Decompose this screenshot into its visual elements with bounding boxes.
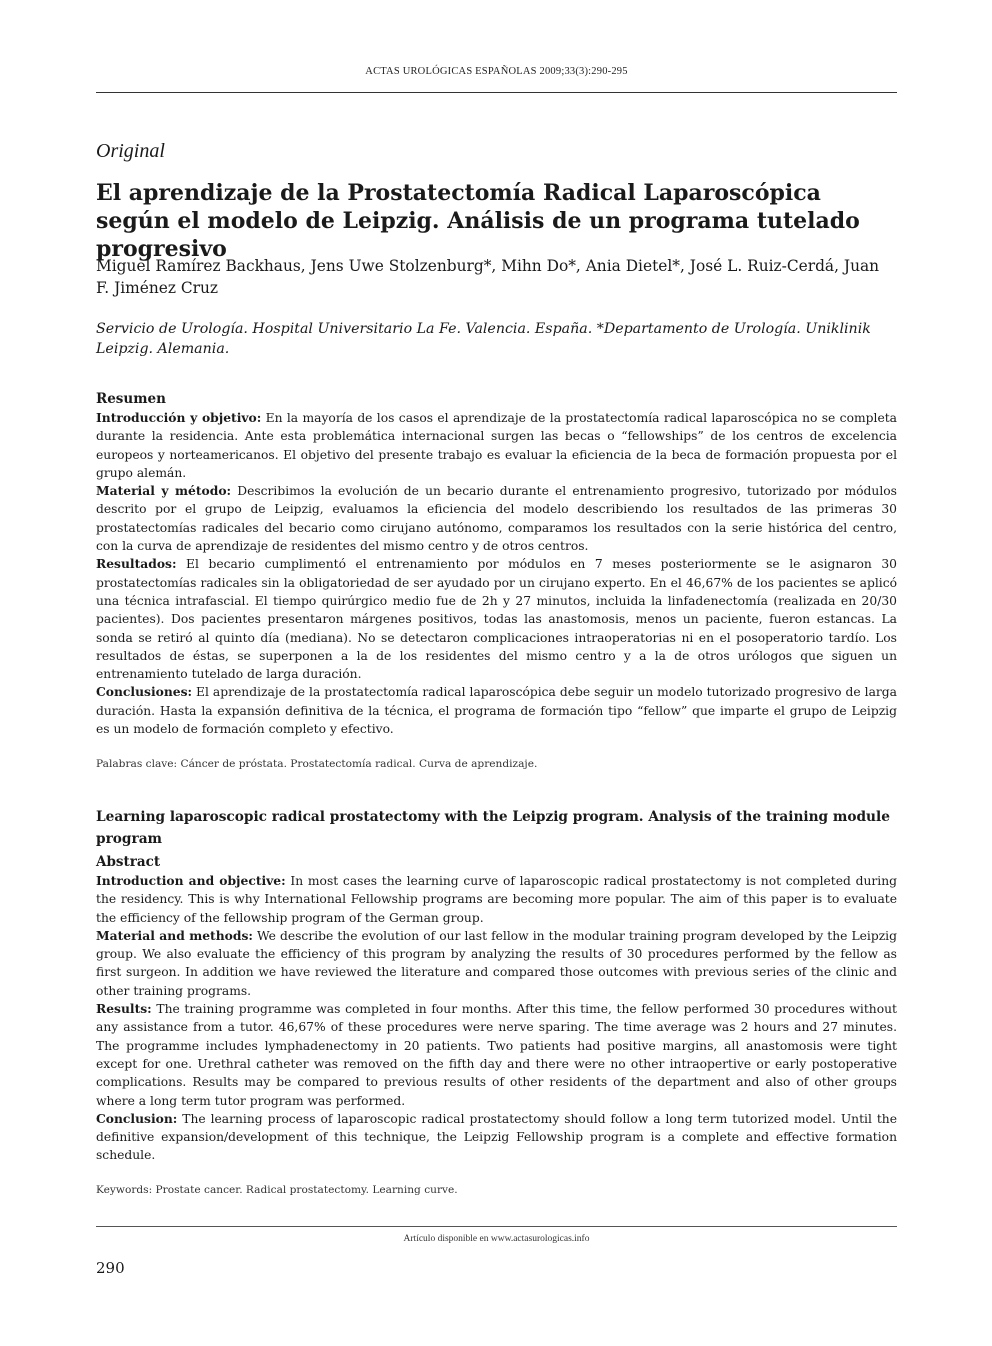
running-head: ACTAS UROLÓGICAS ESPAÑOLAS 2009;33(3):290-295 xyxy=(365,66,628,77)
resumen-conclusiones xyxy=(96,683,897,738)
section-label: Introducción y objetivo: xyxy=(96,410,262,425)
section-label: Conclusiones: xyxy=(96,684,193,700)
section-text: In most cases the learning curve of laparoscopic radical prostatectomy is not completed during the residency. This is why International Fellowship programs are becoming more popular. The aim of this paper is to evaluate the efficiency of the fellowship program of the German group. xyxy=(96,874,898,925)
abstract-results xyxy=(96,1000,897,1110)
affiliation: Servicio de Urología. Hospital Universitario La Fe. Valencia. España. *Departamento de Urología. Uniklinik Leipzig. Alemania. xyxy=(96,321,871,357)
available-online-note: Artículo disponible en www.actasurologicas.info xyxy=(403,1234,590,1244)
section-label: Conclusion: xyxy=(96,1110,178,1126)
section-text: Describimos la evolución de un becario durante el entrenamiento progresivo, tutorizado por módulos descrito por el grupo de Leipzig, evaluamos la eficiencia del modelo describiendo los resultados de las primeras 30 prostatectomías radicales del becario como cirujano autónomo, comparamos los resultados con la serie histórica del centro, con la curva de aprendizaje de residentes del mismo centro y de otros centros. xyxy=(96,484,897,554)
section-text: En la mayoría de los casos el aprendizaje de la prostatectomía radical laparoscópica no se completa durante la residencia. Ante esta problemática internacional surgen las becas o “fellowships” de los centros de excelencia europeos y norteamericanos. El objetivo del presente trabajo es evaluar la eficiencia de la beca de formación propuesta por el grupo alemán. xyxy=(96,411,897,480)
resumen-material xyxy=(96,482,897,555)
resumen-resultados xyxy=(96,555,897,683)
abstract-conclusion xyxy=(96,1110,897,1165)
abstract-intro xyxy=(96,872,897,927)
page-number: 290 xyxy=(96,1259,125,1277)
abstract-block xyxy=(96,806,897,1165)
resumen-intro xyxy=(96,409,897,482)
keywords: Keywords: Prostate cancer. Radical prostatectomy. Learning curve. xyxy=(96,1184,458,1196)
section-text: The training programme was completed in four months. After this time, the fellow performed 30 procedures without any assistance from a tutor. 46,67% of these procedures were nerve sparing. The time average was 2 hours and 27 minutes. The programme includes lymphadenectomy in 20 patients. Two patients had positive margins, all anastomosis were tight except for one. Urethral catheter was removed on the fifth day and there were no other intraopertive or early postoperative complications. Results may be compared to previous results of other residents of the department and also of other groups where a long term tutor program was performed. xyxy=(96,1002,897,1108)
resumen-block xyxy=(96,391,897,738)
palabras-clave: Palabras clave: Cáncer de próstata. Prostatectomía radical. Curva de aprendizaje. xyxy=(96,758,538,770)
abstract-heading: Abstract xyxy=(96,854,161,870)
section-label: Resultados: xyxy=(96,556,177,572)
section-type: Original xyxy=(96,140,165,162)
footer-rule xyxy=(96,1226,897,1227)
section-text: El becario cumplimentó el entrenamiento por módulos en 7 meses posteriormente se le asignaron 30 prostatectomías radicales sin la obligatoriedad de ser ayudado por un cirujano experto. En el 46,67% de los pacientes se aplicó una técnica intrafascial. El tiempo quirúrgico medio fue de 2h y 27 minutos, incluida la linfadenectomía (realizada en 20/30 pacientes). Dos pacientes presentaron márgenes positivos, todas las anastomosis, menos un paciente, fueron estancas. La sonda se retiró al quinto día (mediana). No se detectaron complicaciones intraoperatorias ni en el posoperatorio tardío. Los resultados de éstas, se superponen a la de los residentes del mismo centro y a la de otros urólogos que siguen un entrenamiento tutelado de larga duración. xyxy=(96,557,897,682)
section-text: El aprendizaje de la prostatectomía radical laparoscópica debe seguir un modelo tutorizado progresivo de larga duración. Hasta la expansión definitiva de la técnica, el programa de formación tipo “fellow” que imparte el grupo de Leipzig es un modelo de formación completo y efectivo. xyxy=(96,685,897,737)
resumen-heading: Resumen xyxy=(96,391,166,407)
section-label: Material y método: xyxy=(96,483,232,499)
section-label: Introduction and objective: xyxy=(96,873,286,888)
english-title: Learning laparoscopic radical prostatectomy with the Leipzig program. Analysis of the training module program xyxy=(96,809,890,847)
authors: Miguel Ramírez Backhaus, Jens Uwe Stolzenburg*, Mihn Do*, Ania Dietel*, José L. Ruiz-Cerdá, Juan F. Jiménez Cruz xyxy=(96,257,880,297)
section-text: We describe the evolution of our last fellow in the modular training program developed by the Leipzig group. We also evaluate the efficiency of this program by analyzing the results of 30 procedures performed by the fellow as first surgeon. In addition we have reviewed the literature and compared those outcomes with previous series of the clinic and other training programs. xyxy=(96,928,897,998)
section-label: Material and methods: xyxy=(96,927,253,943)
article-title: El aprendizaje de la Prostatectomía Radical Laparoscópica según el modelo de Leipzig. Análisis de un programa tutelado progresivo xyxy=(96,180,860,262)
abstract-methods xyxy=(96,927,897,1000)
header-rule xyxy=(96,92,897,93)
section-label: Results: xyxy=(96,1001,152,1017)
section-text: The learning process of laparoscopic radical prostatectomy should follow a long term tutorized model. Until the definitive expansion/development of this technique, the Leipzig Fellowship program is a complete and effective formation schedule. xyxy=(96,1111,897,1163)
